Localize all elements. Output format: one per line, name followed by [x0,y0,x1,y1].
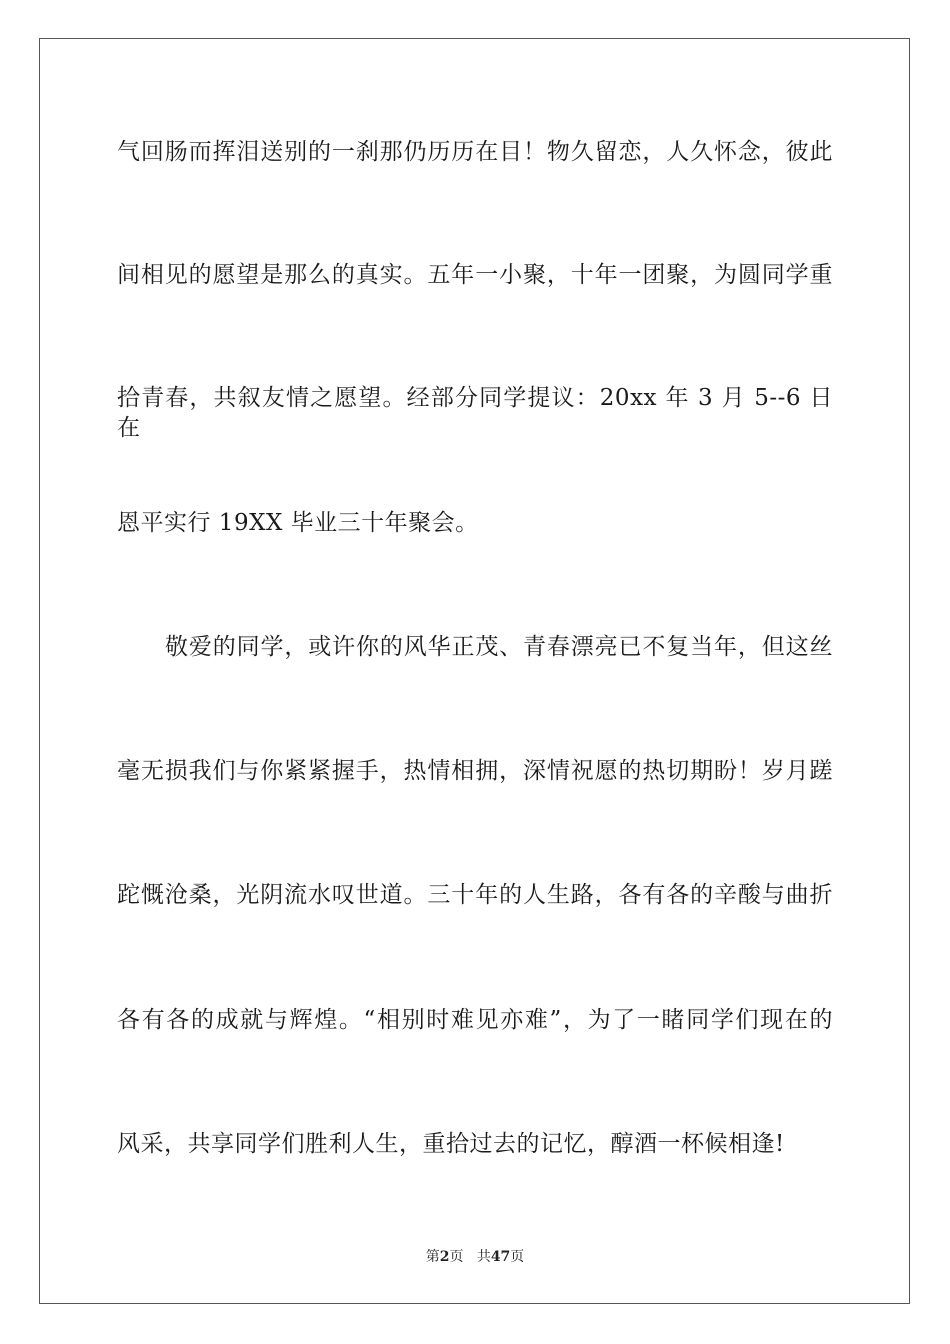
body-line-1: 气回肠而挥泪送别的一刹那仍历历在目！物久留恋，人久怀念，彼此 [117,139,833,165]
page-suffix: 页 [449,1249,464,1265]
total-suffix: 页 [510,1249,525,1265]
page-footer [0,1246,950,1266]
body-line-8: 各有各的成就与辉煌。“相别时难见亦难”，为了一睹同学们现在的 [117,1007,833,1033]
body-line-3: 拾青春，共叙友情之愿望。经部分同学提议：20xx 年 3 月 5--6 日在 [117,385,833,441]
body-line-9: 风采，共享同学们胜利人生，重拾过去的记忆，醇酒一杯候相逢! [117,1131,785,1157]
body-line-5: 敬爱的同学，或许你的风华正茂、青春漂亮已不复当年，但这丝 [165,634,833,660]
page-border [39,38,910,1304]
total-pages: 47 [490,1249,511,1265]
body-line-2: 间相见的愿望是那么的真实。五年一小聚，十年一团聚，为圆同学重 [117,262,833,288]
total-prefix: 共 [476,1249,491,1265]
page-prefix: 第 [425,1249,440,1265]
body-line-6: 毫无损我们与你紧紧握手，热情相拥，深情祝愿的热切期盼！岁月蹉 [117,758,833,784]
body-line-7: 跎慨沧桑，光阴流水叹世道。三十年的人生路，各有各的辛酸与曲折 [117,882,833,908]
page-number: 2 [439,1249,450,1265]
body-line-4: 恩平实行 19XX 毕业三十年聚会。 [117,510,479,536]
